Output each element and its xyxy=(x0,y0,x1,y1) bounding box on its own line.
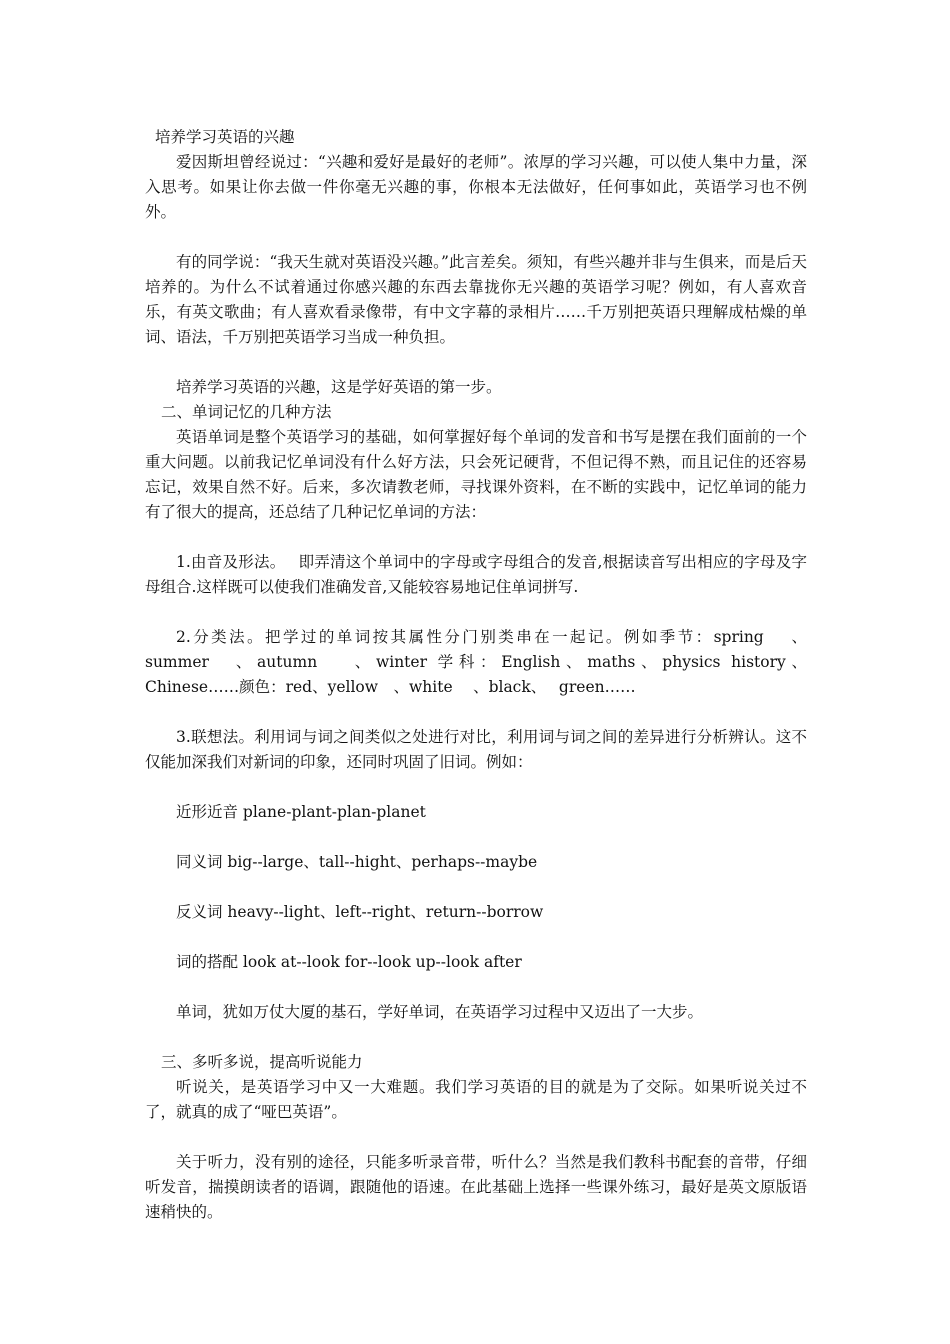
section-1-paragraph-2: 有的同学说：“我天生就对英语没兴趣。”此言差矣。须知，有些兴趣并非与生俱来，而是后天培养的。为什么不试着通过你感兴趣的东西去靠拢你无兴趣的英语学习呢？例如，有人喜欢音乐，有英文歌曲；有人喜欢看录像带，有中文字幕的录相片……千万别把英语只理解成枯燥的单词、语法，千万别把英语学习当成一种负担。 xyxy=(145,253,807,346)
paragraph-spacer xyxy=(145,925,807,950)
document-body xyxy=(145,125,807,1225)
section-1-paragraph-3: 培养学习英语的兴趣，这是学好英语的第一步。 xyxy=(176,378,502,396)
method-2-paragraph: 2.分类法。把学过的单词按其属性分门别类串在一起记。例如季节：spring 、summer 、autumn 、winter 学科：English、maths、physics history、 Chinese……颜色：red、yellow 、white 、black、 green…… xyxy=(145,628,807,696)
section-2-conclusion: 单词，犹如万仗大厦的基石，学好单词，在英语学习过程中又迈出了一大步。 xyxy=(176,1003,704,1021)
paragraph-spacer xyxy=(145,225,807,250)
section-2-title: 二、单词记忆的几种方法 xyxy=(161,403,332,421)
example-similar-words: 近形近音 plane-plant-plan-planet xyxy=(176,803,426,821)
section-3-paragraph-1: 听说关，是英语学习中又一大难题。我们学习英语的目的就是为了交际。如果听说关过不了，就真的成了“哑巴英语”。 xyxy=(145,1078,807,1121)
section-3-title: 三、多听多说，提高听说能力 xyxy=(161,1053,363,1071)
paragraph-spacer xyxy=(145,600,807,625)
method-3-paragraph: 3.联想法。利用词与词之间类似之处进行对比，利用词与词之间的差异进行分析辨认。这不仅能加深我们对新词的印象，还同时巩固了旧词。例如： xyxy=(145,728,807,771)
example-synonyms: 同义词 big--large、tall--hight、perhaps--maybe xyxy=(176,853,538,871)
paragraph-spacer xyxy=(145,825,807,850)
paragraph-spacer xyxy=(145,1125,807,1150)
example-antonyms: 反义词 heavy--light、left--right、return--borrow xyxy=(176,903,544,921)
section-1-title: 培养学习英语的兴趣 xyxy=(155,128,295,146)
paragraph-spacer xyxy=(145,975,807,1000)
paragraph-spacer xyxy=(145,1025,807,1050)
paragraph-spacer xyxy=(145,700,807,725)
paragraph-spacer xyxy=(145,775,807,800)
section-2-paragraph-1: 英语单词是整个英语学习的基础，如何掌握好每个单词的发音和书写是摆在我们面前的一个重大问题。以前我记忆单词没有什么好方法，只会死记硬背，不但记得不熟，而且记住的还容易忘记，效果自然不好。后来，多次请教老师，寻找课外资料，在不断的实践中，记忆单词的能力有了很大的提高，还总结了几种记忆单词的方法： xyxy=(145,428,807,521)
paragraph-spacer xyxy=(145,350,807,375)
section-3-paragraph-2: 关于听力，没有别的途径，只能多听录音带，听什么？当然是我们教科书配套的音带，仔细听发音，揣摸朗读者的语调，跟随他的语速。在此基础上选择一些课外练习，最好是英文原版语速稍快的。 xyxy=(145,1153,807,1221)
section-1-paragraph-1: 爱因斯坦曾经说过：“兴趣和爱好是最好的老师”。浓厚的学习兴趣，可以使人集中力量，深入思考。如果让你去做一件你毫无兴趣的事，你根本无法做好，任何事如此，英语学习也不例外。 xyxy=(145,153,807,221)
paragraph-spacer xyxy=(145,525,807,550)
example-collocations: 词的搭配 look at--look for--look up--look after xyxy=(176,953,522,971)
paragraph-spacer xyxy=(145,875,807,900)
method-1-paragraph: 1.由音及形法。 即弄清这个单词中的字母或字母组合的发音,根据读音写出相应的字母及字母组合.这样既可以使我们准确发音,又能较容易地记住单词拼写. xyxy=(145,553,807,596)
